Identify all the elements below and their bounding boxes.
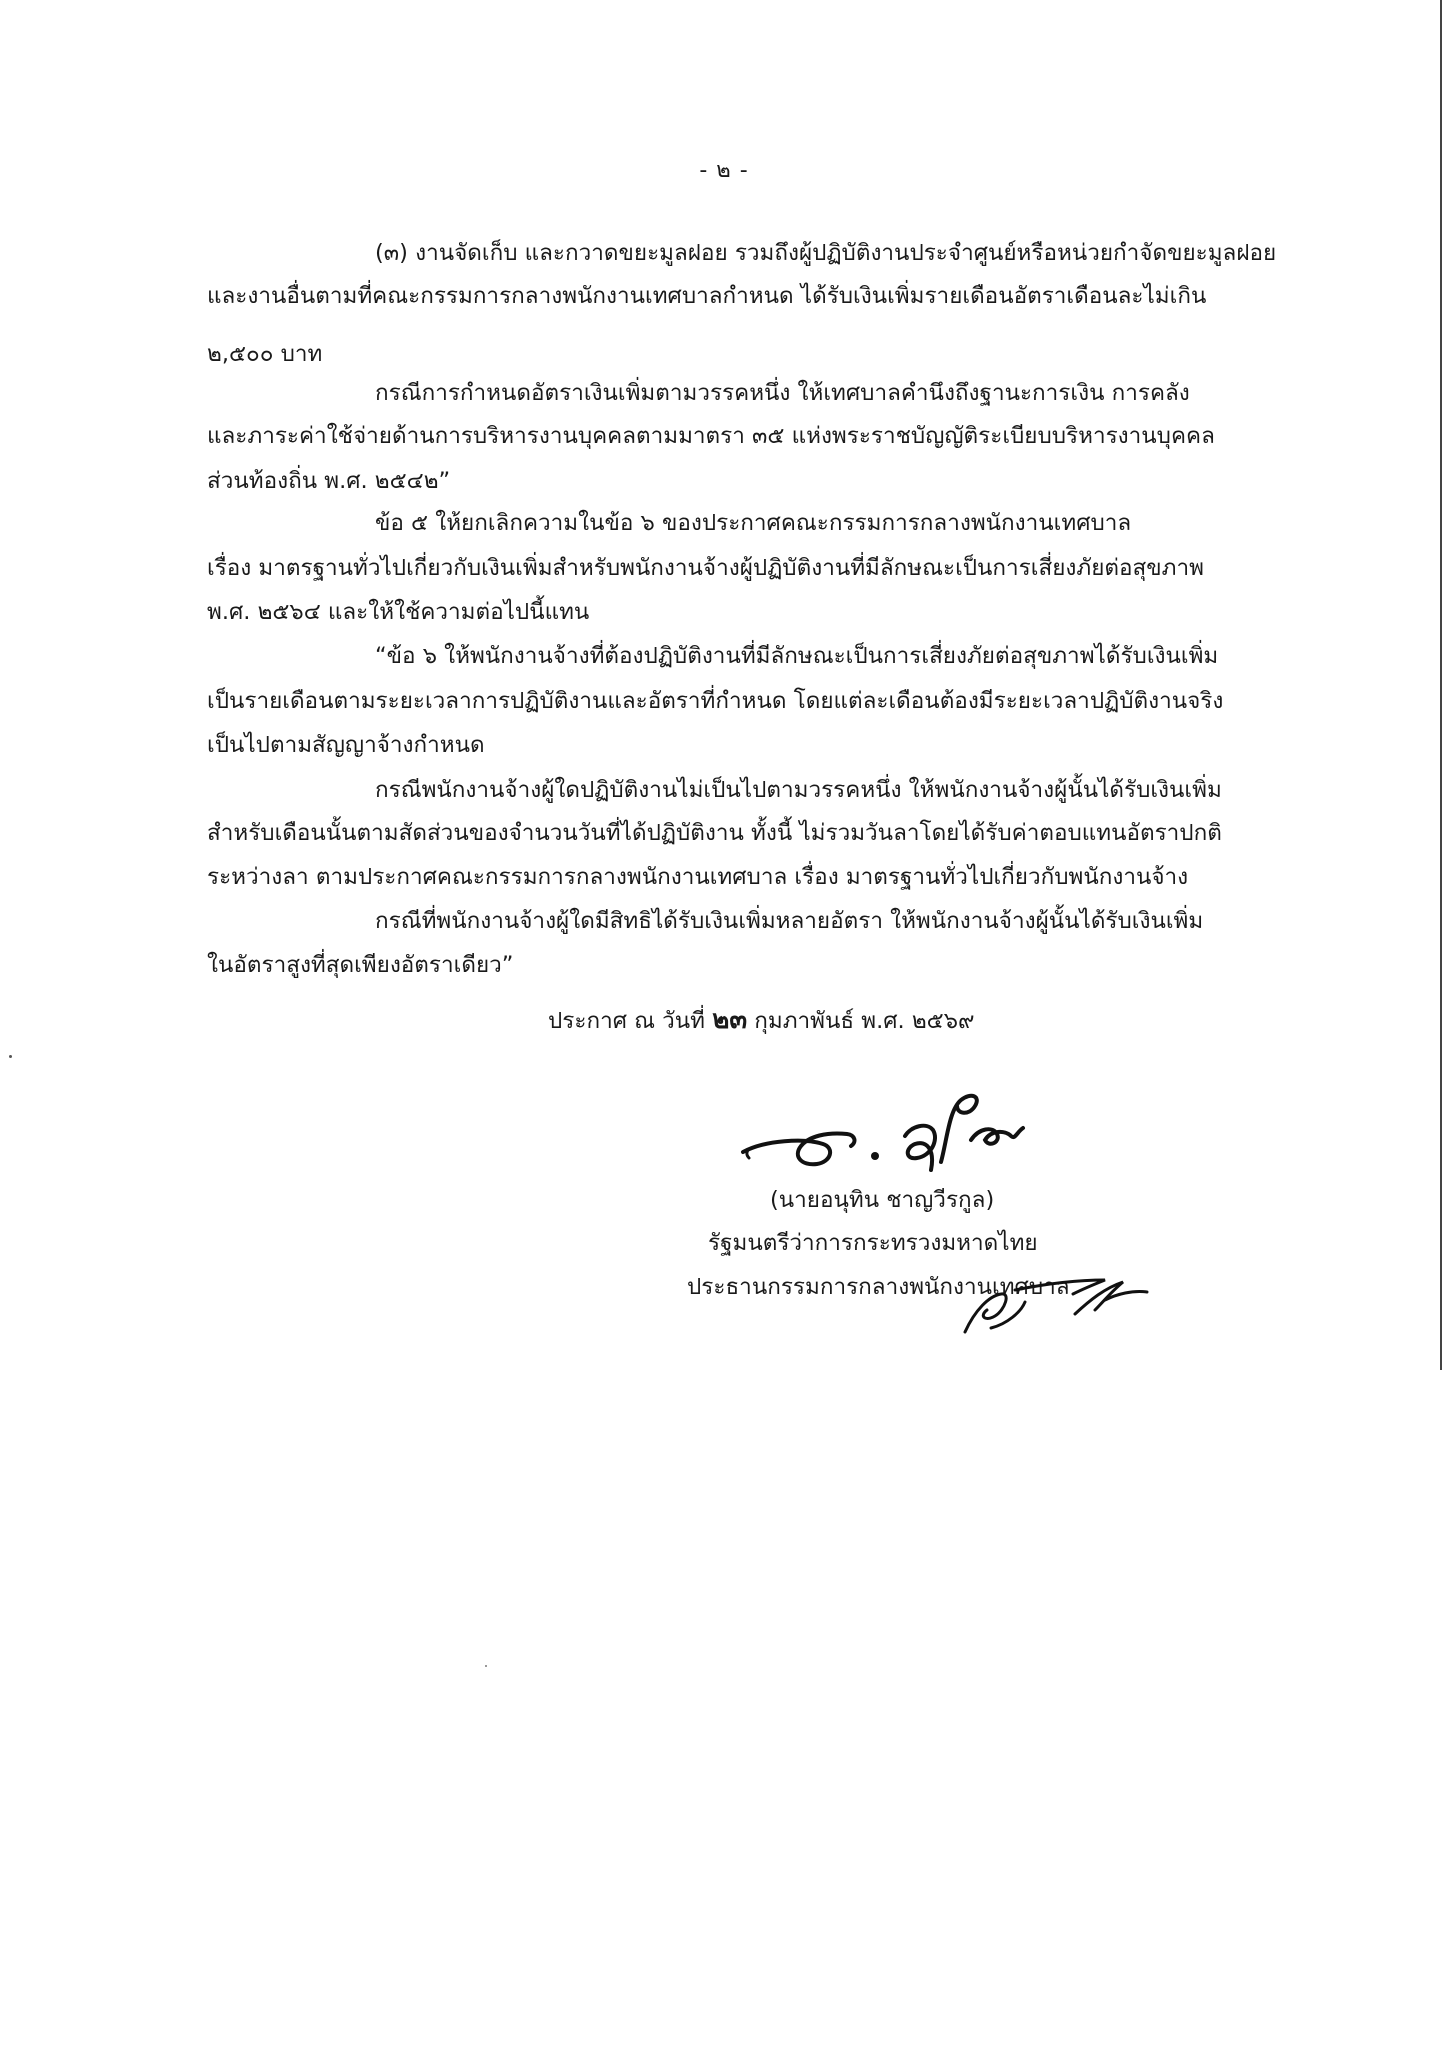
body-line: เป็นรายเดือนตามระยะเวลาการปฏิบัติงานและอัตราที่กำหนด โดยแต่ละเดือนต้องมีระยะเวลาปฏิบัติงานจริง <box>207 688 1224 714</box>
page-number: - ๒ - <box>699 158 749 183</box>
body-line: เรื่อง มาตรฐานทั่วไปเกี่ยวกับเงินเพิ่มสำหรับพนักงานจ้างผู้ปฏิบัติงานที่มีลักษณะเป็นการเสี่ยงภัยต่อสุขภาพ <box>207 555 1204 581</box>
body-line: (๓) งานจัดเก็บ และกวาดขยะมูลฝอย รวมถึงผู้ปฏิบัติงานประจำศูนย์หรือหน่วยกำจัดขยะมูลฝอย <box>375 240 1277 266</box>
body-line: และงานอื่นตามที่คณะกรรมการกลางพนักงานเทศบาลกำหนด ได้รับเงินเพิ่มรายเดือนอัตราเดือนละไม่เกิน <box>207 283 1207 309</box>
date-day: ๒๓ <box>712 1005 748 1035</box>
body-line: ๒,๕๐๐ บาท <box>207 341 323 367</box>
body-line: เป็นไปตามสัญญาจ้างกำหนด <box>207 732 485 758</box>
signatory-name: (นายอนุทิน ชาญวีรกูล) <box>770 1187 995 1213</box>
body-line: และภาระค่าใช้จ่ายด้านการบริหารงานบุคคลตามมาตรา ๓๕ แห่งพระราชบัญญัติระเบียบบริหารงานบุคคล <box>207 423 1215 449</box>
signatory-position: รัฐมนตรีว่าการกระทรวงมหาดไทย <box>708 1230 1038 1256</box>
handwritten-initials <box>955 1270 1155 1350</box>
body-line: กรณีพนักงานจ้างผู้ใดปฏิบัติงานไม่เป็นไปตามวรรคหนึ่ง ให้พนักงานจ้างผู้นั้นได้รับเงินเพิ่ม <box>375 777 1222 803</box>
body-line: พ.ศ. ๒๕๖๔ และให้ใช้ความต่อไปนี้แทน <box>207 599 590 625</box>
signatory-committee-role: ประธานกรรมการกลางพนักงานเทศบาล <box>687 1274 1070 1300</box>
scan-speck <box>485 1665 487 1667</box>
body-line: ระหว่างลา ตามประกาศคณะกรรมการกลางพนักงานเทศบาล เรื่อง มาตรฐานทั่วไปเกี่ยวกับพนักงานจ้าง <box>207 864 1189 890</box>
body-line: กรณีที่พนักงานจ้างผู้ใดมีสิทธิได้รับเงินเพิ่มหลายอัตรา ให้พนักงานจ้างผู้นั้นได้รับเงินเพิ่ม <box>375 908 1204 934</box>
body-line: ส่วนท้องถิ่น พ.ศ. ๒๕๔๒” <box>207 468 451 494</box>
scan-edge-line <box>1440 0 1442 1370</box>
date-month-year: กุมภาพันธ์ พ.ศ. ๒๕๖๙ <box>754 1008 975 1034</box>
handwritten-signature <box>735 1070 1095 1190</box>
body-line: ในอัตราสูงที่สุดเพียงอัตราเดียว” <box>207 952 514 978</box>
date-prefix: ประกาศ ณ วันที่ <box>548 1008 706 1034</box>
body-line: กรณีการกำหนดอัตราเงินเพิ่มตามวรรคหนึ่ง ให้เทศบาลคำนึงถึงฐานะการเงิน การคลัง <box>375 380 1190 406</box>
body-line: “ข้อ ๖ ให้พนักงานจ้างที่ต้องปฏิบัติงานที่มีลักษณะเป็นการเสี่ยงภัยต่อสุขภาพได้รับเงินเพิ่ม <box>375 643 1219 669</box>
scan-speck <box>9 1055 12 1058</box>
announcement-date <box>548 1005 974 1036</box>
body-line: สำหรับเดือนนั้นตามสัดส่วนของจำนวนวันที่ได้ปฏิบัติงาน ทั้งนี้ ไม่รวมวันลาโดยได้รับค่าตอบแทนอัตราปกติ <box>207 820 1222 846</box>
body-line: ข้อ ๕ ให้ยกเลิกความในข้อ ๖ ของประกาศคณะกรรมการกลางพนักงานเทศบาล <box>375 510 1132 536</box>
